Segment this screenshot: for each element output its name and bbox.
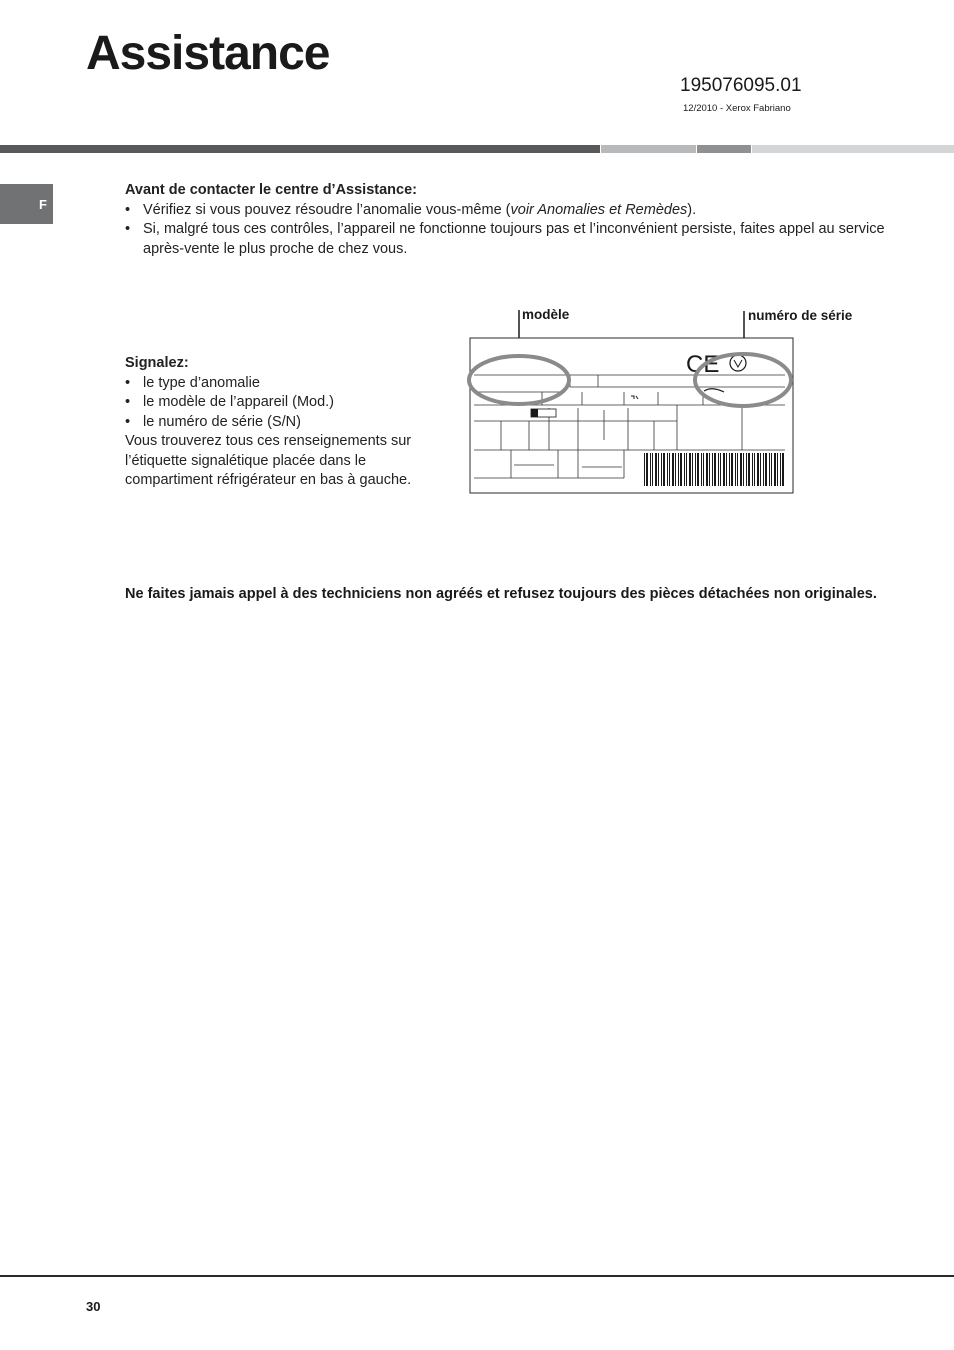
intro-section [125, 181, 885, 259]
header-stripe-mid [697, 145, 751, 153]
warning-note: Ne faites jamais appel à des techniciens non agréés et refusez toujours des pièces détachées non originales. [125, 586, 877, 602]
signal-heading: Signalez: [125, 355, 189, 371]
page-title: Assistance [86, 27, 330, 80]
intro-heading: Avant de contacter le centre d’Assistance: [125, 182, 417, 198]
bullet: • [125, 221, 131, 237]
signal-section [125, 354, 455, 491]
signal-item-text: le numéro de série (S/N) [143, 413, 301, 430]
language-tab-label: F [39, 197, 47, 212]
footer-rule [0, 1275, 954, 1277]
header-stripe-dark [0, 145, 600, 153]
intro-item1-reference: voir Anomalies et Remèdes [510, 201, 688, 218]
bullet: • [125, 201, 131, 218]
bullet: • [125, 374, 131, 391]
star-rating-icon-fill [531, 409, 538, 417]
ce-mark-icon: CE [686, 351, 720, 378]
barcode-icon [644, 453, 784, 486]
intro-list-item [125, 201, 885, 221]
bullet: • [125, 413, 131, 430]
intro-item1-suffix: ). [687, 201, 697, 218]
document-date: 12/2010 - Xerox Fabriano [683, 103, 791, 114]
language-tab [0, 184, 53, 224]
intro-item1-prefix: Vérifiez si vous pouvez résoudre l’anomalie vous-même ( [143, 201, 511, 218]
plate-outline [470, 338, 793, 493]
signal-list-item [125, 393, 455, 413]
signal-item-text: le type d’anomalie [143, 374, 260, 391]
label-model: modèle [522, 307, 570, 322]
signal-list-item [125, 413, 455, 433]
signal-note: Vous trouverez tous ces renseignements sur l’étiquette signalétique placée dans le compartiment réfrigérateur en bas à gauche. [125, 433, 412, 488]
intro-list-item [125, 220, 885, 259]
document-code: 195076095.01 [680, 75, 802, 96]
signal-item-text: le modèle de l’appareil (Mod.) [143, 394, 335, 410]
intro-item2-text: Si, malgré tous ces contrôles, l’appareil ne fonctionne toujours pas et l’inconvénient persiste, faites appel au service après-vente le plus proche de chez vous. [143, 221, 885, 257]
label-serial-number: numéro de série [748, 308, 853, 323]
rating-plate-diagram [463, 303, 803, 503]
header-stripe-light [601, 145, 696, 153]
signal-list-item [125, 374, 455, 394]
bullet: • [125, 394, 131, 410]
header-stripe-pale [752, 145, 954, 153]
page-number: 30 [86, 1299, 101, 1314]
